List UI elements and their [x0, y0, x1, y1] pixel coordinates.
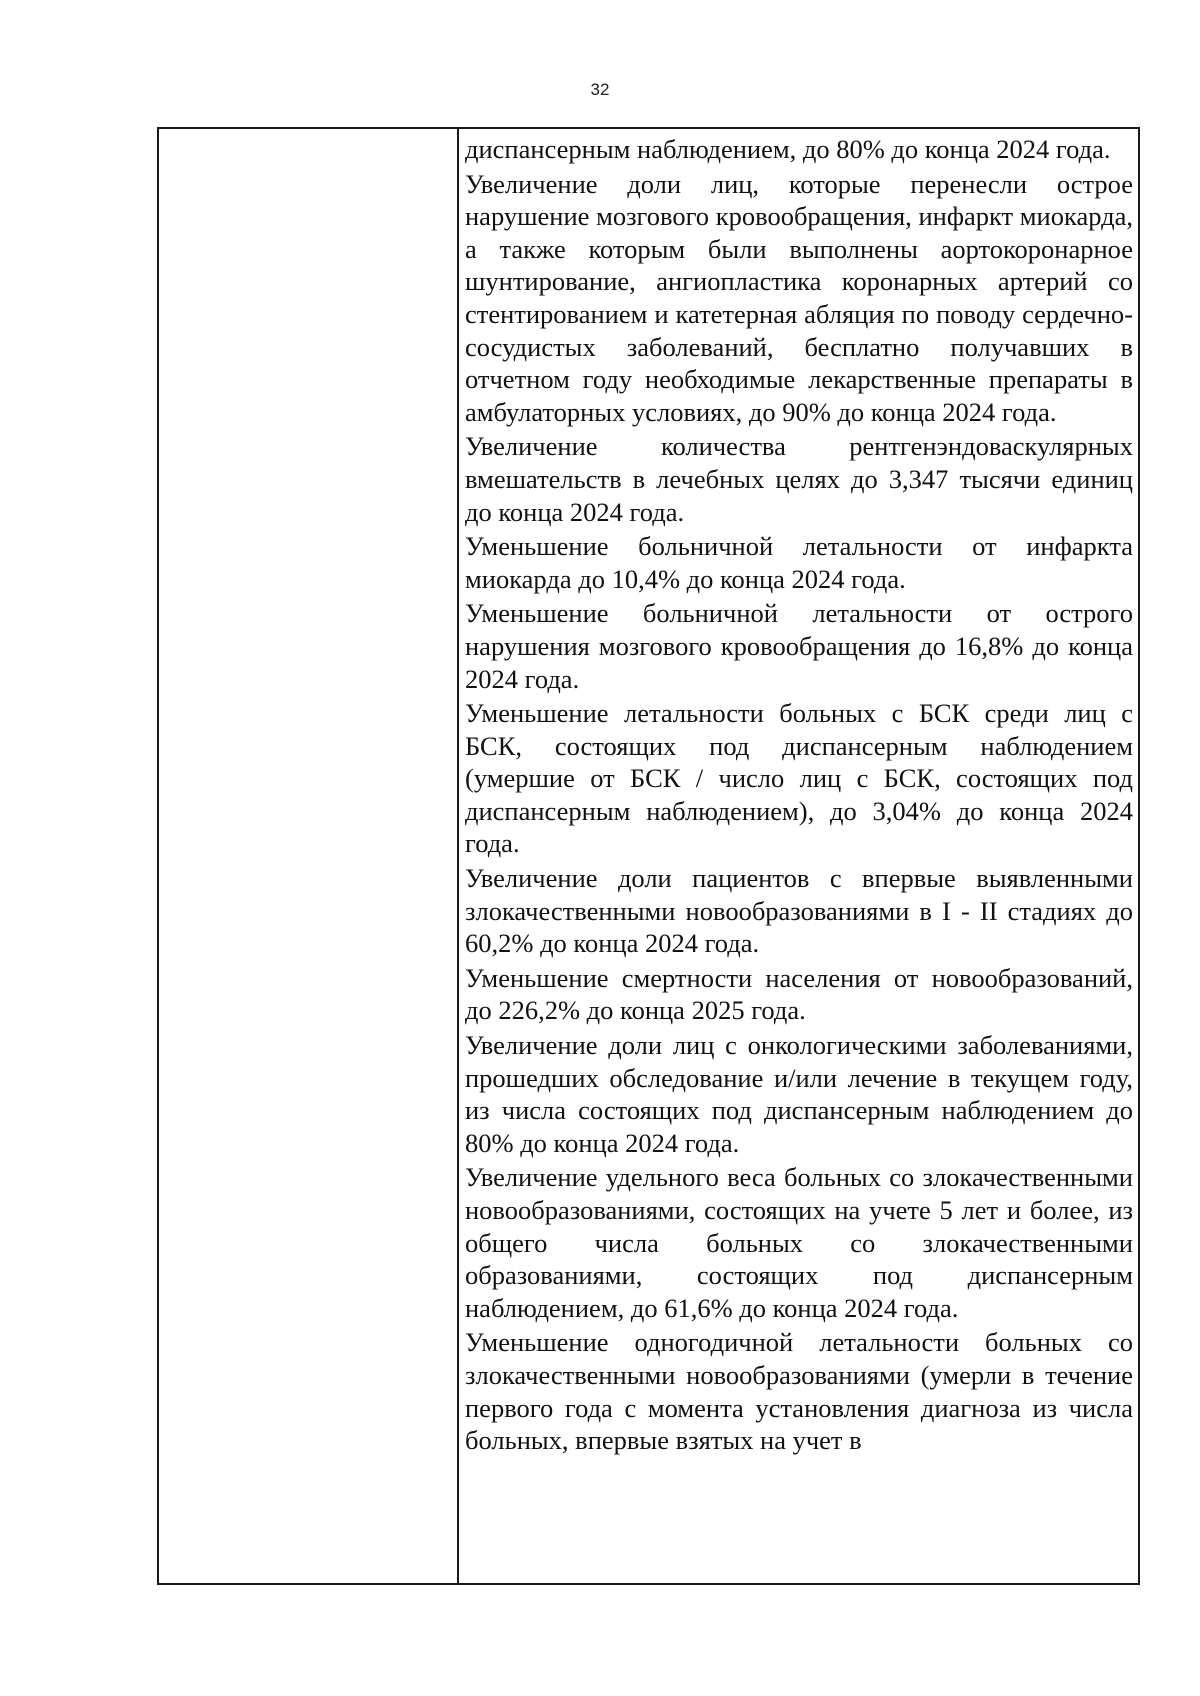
document-table	[157, 127, 1140, 1585]
table-paragraph: Увеличение количества рентгенэндоваскулярных вмешательств в лечебных целях до 3,347 тысячи единиц до конца 2024 года.	[465, 431, 1133, 527]
table-paragraph: Уменьшение одногодичной летальности больных со злокачественными новообразованиями (умерли в течение первого года с момента установления диагноза из числа больных, впервые взятых на учет в	[465, 1327, 1133, 1456]
table-paragraph: Увеличение удельного веса больных со злокачественными новообразованиями, состоящих на учете 5 лет и более, из общего числа больных со злокачественными образованиями, состоящих под диспансерным наблюдением, до 61,6% до конца 2024 года.	[465, 1162, 1133, 1323]
table-paragraph: диспансерным наблюдением, до 80% до конца 2024 года.	[465, 134, 1111, 164]
table-left-cell	[159, 129, 459, 1583]
table-paragraph: Увеличение доли пациентов с впервые выявленными злокачественными новообразованиями в I - II стадиях до 60,2% до конца 2024 года.	[465, 863, 1133, 959]
table-paragraph: Уменьшение больничной летальности от инфаркта миокарда до 10,4% до конца 2024 года.	[465, 531, 1133, 594]
table-paragraph: Увеличение доли лиц с онкологическими заболеваниями, прошедших обследование и/или лечение в текущем году, из числа состоящих под диспансерным наблюдением до 80% до конца 2024 года.	[465, 1030, 1133, 1158]
page-number: 32	[590, 80, 610, 99]
table-paragraph: Уменьшение летальности больных с БСК среди лиц с БСК, состоящих под диспансерным наблюдением (умершие от БСК / число лиц с БСК, состоящих под диспансерным наблюдением), до 3,04% до конца 2024 года.	[465, 698, 1133, 859]
table-right-cell	[459, 129, 1138, 1583]
table-paragraph: Уменьшение больничной летальности от острого нарушения мозгового кровообращения до 16,8% до конца 2024 года.	[465, 598, 1133, 694]
table-paragraph: Увеличение доли лиц, которые перенесли острое нарушение мозгового кровообращения, инфаркт миокарда, а также которым были выполнены аортокоронарное шунтирование, ангиопластика коронарных артерий со стентированием и катетерная абляция по поводу сердечно-сосудистых заболеваний, бесплатно получавших в отчетном году необходимые лекарственные препараты в амбулаторных условиях, до 90% до конца 2024 года.	[465, 168, 1133, 427]
table-paragraph: Уменьшение смертности населения от новообразований, до 226,2% до конца 2025 года.	[465, 962, 1133, 1026]
